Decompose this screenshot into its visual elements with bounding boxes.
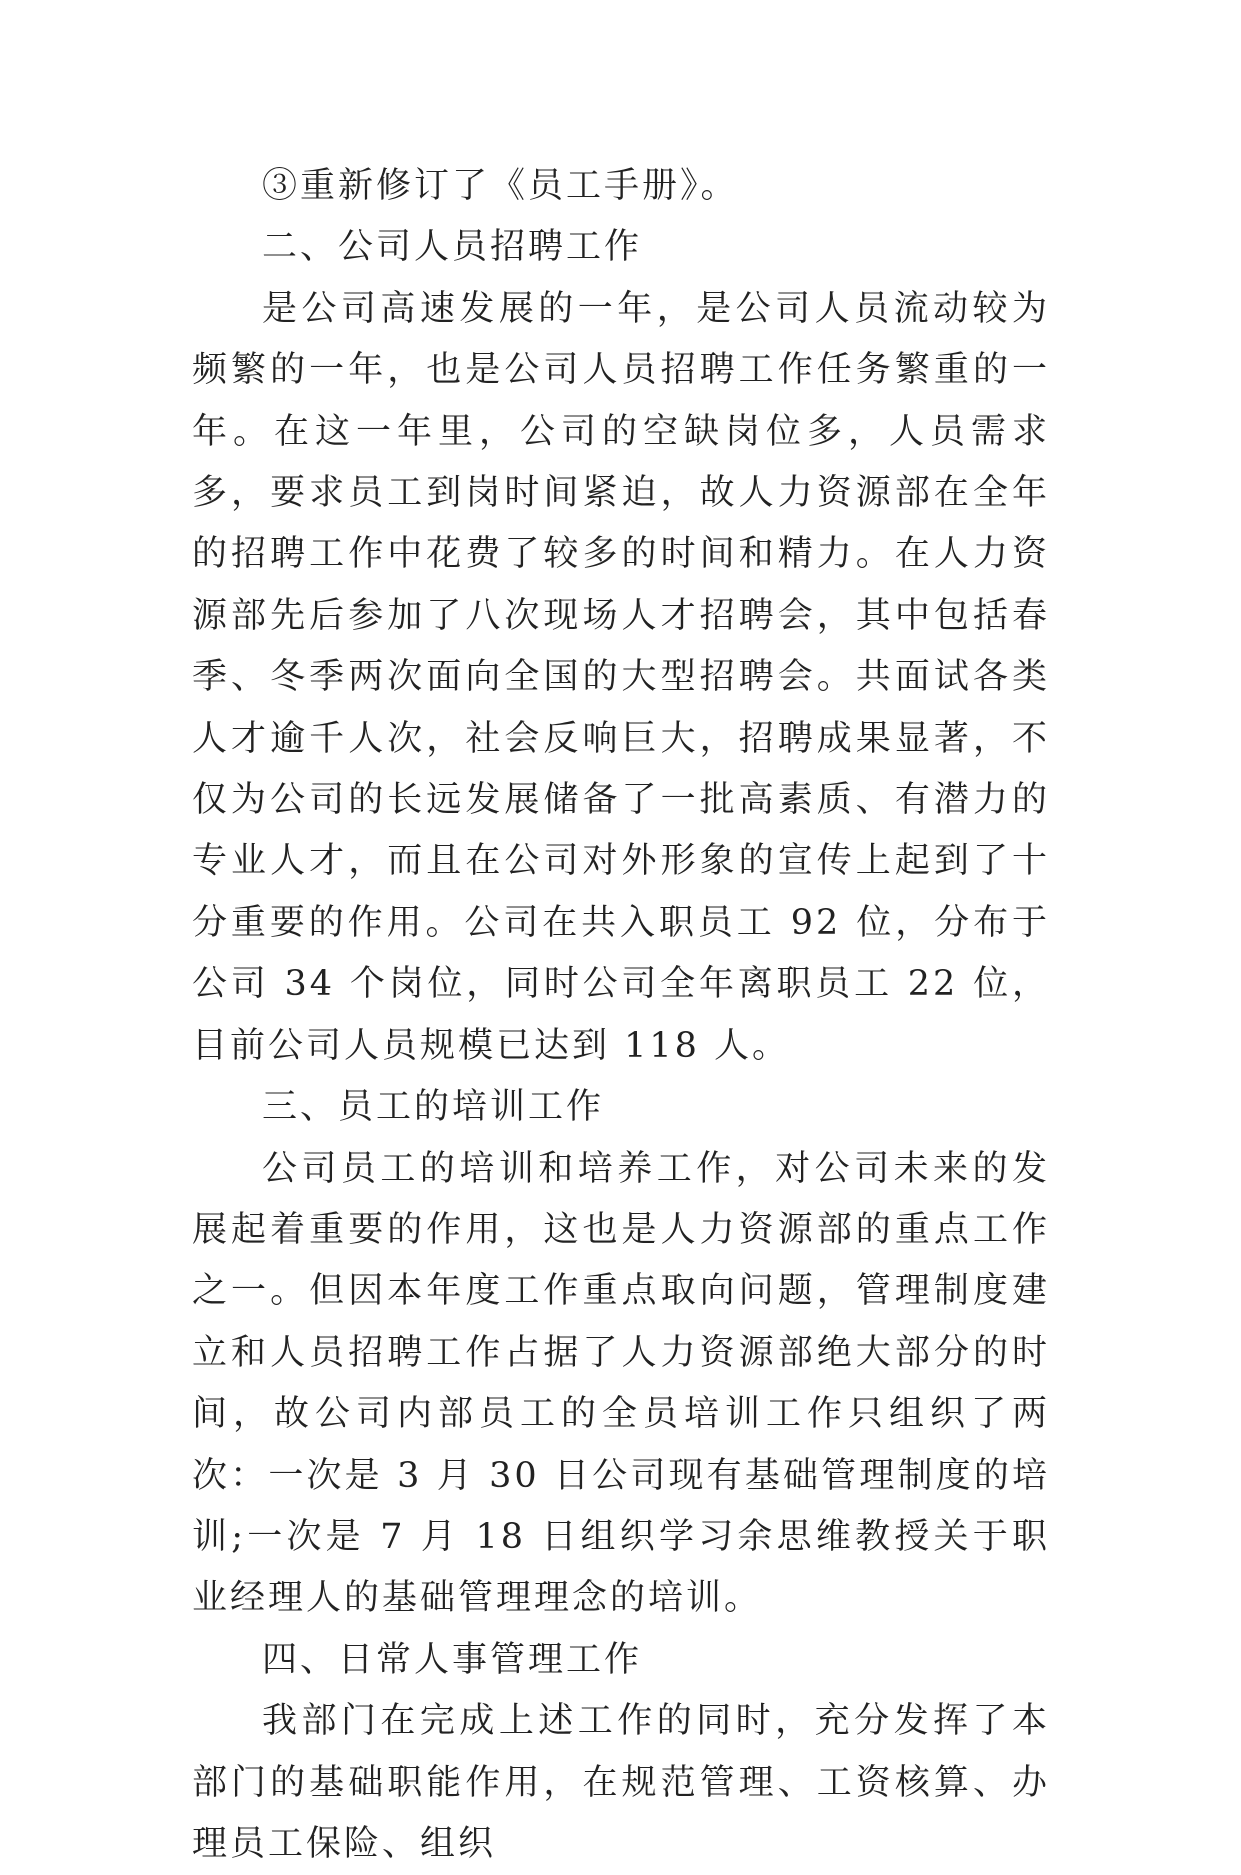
section-heading-training: 三、员工的培训工作	[262, 1087, 605, 1128]
section-heading-recruitment: 二、公司人员招聘工作	[262, 227, 643, 268]
document-body	[192, 156, 1050, 1875]
paragraph-recruitment: 是公司高速发展的一年，是公司人员流动较为频繁的一年，也是公司人员招聘工作任务繁重的一年。在这一年里，公司的空缺岗位多，人员需求多，要求员工到岗时间紧迫，故人力资源部在全年的招聘工作中花费了较多的时间和精力。在人力资源部先后参加了八次现场人才招聘会，其中包括春季、冬季两次面向全国的大型招聘会。共面试各类人才逾千人次，社会反响巨大，招聘成果显著，不仅为公司的长远发展储备了一批高素质、有潜力的专业人才，而且在公司对外形象的宣传上起到了十分重要的作用。公司在共入职员工 92 位，分布于公司 34 个岗位，同时公司全年离职员工 22 位，目前公司人员规模已达到 118 人。	[192, 288, 1050, 1066]
paragraph-handbook-revision: ③重新修订了《员工手册》。	[262, 166, 739, 206]
paragraph-training: 公司员工的培训和培养工作，对公司未来的发展起着重要的作用，这也是人力资源部的重点工作之一。但因本年度工作重点取向问题，管理制度建立和人员招聘工作占据了人力资源部绝大部分的时间，故公司内部员工的全员培训工作只组织了两次：一次是 3 月 30 日公司现有基础管理制度的培训;一次是 7 月 18 日组织学习余思维教授关于职业经理人的基础管理理念的培训。	[192, 1148, 1050, 1619]
paragraph-daily-hr: 我部门在完成上述工作的同时，充分发挥了本部门的基础职能作用，在规范管理、工资核算、办理员工保险、组织	[192, 1701, 1050, 1864]
section-heading-daily-hr: 四、日常人事管理工作	[262, 1639, 643, 1680]
